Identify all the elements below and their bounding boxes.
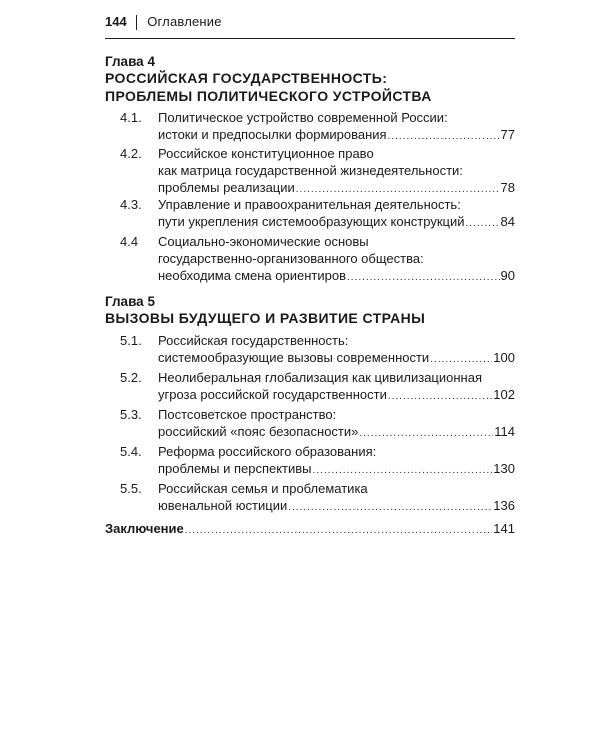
entry-text-line: Российское конституционное право (158, 146, 374, 161)
entry-text-line: ювенальной юстиции (158, 498, 288, 513)
chapter-title-line: РОССИЙСКАЯ ГОСУДАРСТВЕННОСТЬ: (105, 70, 388, 86)
entry-number: 5.1. (120, 333, 142, 348)
entry-page-number: 90 (500, 268, 515, 283)
entry-text-line: пути укрепления системообразующих конструкций (158, 214, 465, 229)
entry-page-number: 114 (494, 424, 515, 439)
toc-entry-conclusion[interactable] (105, 520, 515, 539)
entry-text-line: системообразующие вызовы современности (158, 350, 430, 365)
entry-number: 5.4. (120, 444, 142, 459)
running-header (105, 14, 515, 39)
toc-entry-4-4[interactable] (105, 233, 515, 286)
entry-number: 5.2. (120, 370, 142, 385)
toc-entry-4-1[interactable] (105, 109, 515, 145)
entry-text-line: проблемы реализации (158, 180, 295, 195)
chapter-title-line: ПРОБЛЕМЫ ПОЛИТИЧЕСКОГО УСТРОЙСТВА (105, 88, 432, 104)
entry-text-line: Российская государственность: (158, 333, 349, 348)
entry-page-number: 136 (493, 498, 515, 513)
entry-text-line: Социально-экономические основы (158, 234, 369, 249)
dot-leader (388, 388, 492, 405)
dot-leader (185, 522, 493, 539)
toc-entry-4-3[interactable] (105, 196, 515, 232)
entry-number: 5.5. (120, 481, 142, 496)
toc-entry-4-2[interactable] (105, 145, 515, 198)
chapter-4-heading (105, 54, 515, 105)
toc-entry-5-3[interactable] (105, 406, 515, 442)
entry-number: 4.4 (120, 234, 139, 249)
entry-number: 4.3. (120, 197, 142, 212)
entry-number: 4.2. (120, 146, 142, 161)
dot-leader (430, 351, 492, 368)
entry-text-line: государственно-организованного общества: (158, 251, 424, 266)
entry-text-line: угроза российской государственности (158, 387, 387, 402)
entry-page-number: 141 (493, 521, 515, 536)
entry-text-line: Политическое устройство современной России: (158, 110, 448, 125)
entry-text-line: Постсоветское пространство: (158, 407, 337, 422)
header-separator (136, 15, 138, 30)
dot-leader (313, 462, 493, 479)
entry-text-line: российский «пояс безопасности» (158, 424, 359, 439)
toc-entry-5-5[interactable] (105, 480, 515, 516)
entry-text-line: Реформа российского образования: (158, 444, 377, 459)
dot-leader (347, 269, 500, 286)
entry-text-line: истоки и предпосылки формирования (158, 127, 387, 142)
entry-number: 4.1. (120, 110, 142, 125)
entry-text-line: Неолиберальная глобализация как цивилизационная (158, 370, 482, 385)
entry-page-number: 78 (500, 180, 515, 195)
chapter-5-heading (105, 294, 515, 327)
entry-number: 5.3. (120, 407, 142, 422)
toc-entry-5-2[interactable] (105, 369, 515, 405)
dot-leader (466, 215, 500, 232)
entry-page-number: 84 (500, 214, 515, 229)
chapter-label: Глава 4 (105, 54, 155, 69)
chapter-label: Глава 5 (105, 294, 155, 309)
chapter-title-line: ВЫЗОВЫ БУДУЩЕГО И РАЗВИТИЕ СТРАНЫ (105, 310, 426, 326)
entry-page-number: 100 (493, 350, 515, 365)
header-section-title: Оглавление (147, 14, 222, 29)
entry-text-line: необходима смена ориентиров (158, 268, 346, 283)
toc-entry-5-4[interactable] (105, 443, 515, 479)
entry-text-line: Российская семья и проблематика (158, 481, 368, 496)
dot-leader (388, 128, 500, 145)
conclusion-label: Заключение (105, 521, 184, 536)
page-number: 144 (105, 14, 127, 29)
toc-entry-5-1[interactable] (105, 332, 515, 368)
entry-text-line: проблемы и перспективы (158, 461, 312, 476)
entry-page-number: 77 (500, 127, 515, 142)
dot-leader (288, 499, 492, 516)
entry-page-number: 102 (493, 387, 515, 402)
entry-text-line: как матрица государственной жизнедеятельности: (158, 163, 463, 178)
entry-page-number: 130 (493, 461, 515, 476)
entry-text-line: Управление и правоохранительная деятельность: (158, 197, 461, 212)
dot-leader (359, 425, 493, 442)
